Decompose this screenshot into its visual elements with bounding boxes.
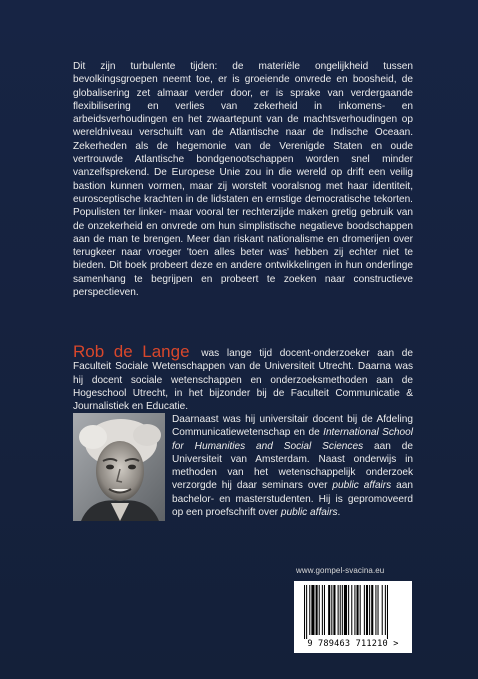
author-name: Rob de Lange bbox=[73, 342, 190, 361]
bio-part-1: Daarnaast was hij universitair docent bij de Afdeling Communicatiewetenschap en de bbox=[172, 414, 413, 439]
bio-part-2: aan de Universiteit van Amsterdam. Naast onderwijs in methoden van het wetenschappelijk onderzoek verzorgde hij daar seminars over bbox=[172, 440, 414, 492]
isbn-number: 9 789463 711210 > bbox=[307, 639, 399, 649]
bio-public-affairs-1: public affairs bbox=[332, 480, 392, 492]
bio-public-affairs-2: public affairs bbox=[280, 507, 338, 519]
bio-school-name: International School for Humanities and Social Sciences bbox=[172, 427, 413, 452]
author-bio-rest bbox=[172, 413, 413, 519]
author-bio-intro-text: was lange tijd docent-onderzoeker aan de Faculteit Sociale Wetenschappen van de Universiteit Utrecht. Daarna was hij docent sociale wetenschappen en onderzoeksmethoden aan de Hogeschool Utrecht, in het bijzonder bij de Faculteit Communicatie & Journalistiek en Educatie. bbox=[73, 348, 413, 413]
barcode-bars bbox=[298, 585, 408, 639]
isbn-barcode bbox=[294, 581, 412, 653]
bio-end: . bbox=[337, 507, 341, 519]
publisher-url: www.gompel-svacina.eu bbox=[296, 566, 385, 575]
author-bio-intro bbox=[73, 342, 413, 413]
author-photo bbox=[73, 413, 165, 521]
blurb-text: Dit zijn turbulente tijden: de materiële ongelijkheid tussen bevolkingsgroepen neemt toe, er is groeiende onvrede en boosheid, de globalisering zet almaar verder door, er is sprake van verdergaande flexibilisering en verlies van zekerheid in inkomens- en arbeidsverhoudingen en het zwaartepunt van de machtsverhoudingen op wereldniveau verschuift van de Atlantische naar de Indische Oceaan. Zekerheden als de hegemonie van de Verenigde Staten en oude vertrouwde Atlantische bondgenootschappen worden snel minder vanzelfsprekend. De Europese Unie zou in die wereld op drift een veilig bastion kunnen vormen, maar zij worstelt vooralsnog met haar identiteit, eurosceptische krachten in de lidstaten en ernstige democratische tekorten. Populisten ter linker- maar vooral ter rechterzijde maken gretig gebruik van de onzekerheid en onvrede om hun simplistische negatieve boodschappen aan de man te brengen. Meer dan riskant nationalisme en dromerijen over terugkeer naar vroeger 'toen alles beter was' hebben zij echter niet te bieden. Dit boek probeert deze en andere ontwikkelingen in hun onderlinge samenhang te begrijpen en probeert te zoeken naar constructieve perspectieven. bbox=[73, 61, 413, 299]
bio-part-3: aan bachelor- en masterstudenten. Hij is gepromoveerd op een proefschrift over bbox=[172, 480, 413, 519]
